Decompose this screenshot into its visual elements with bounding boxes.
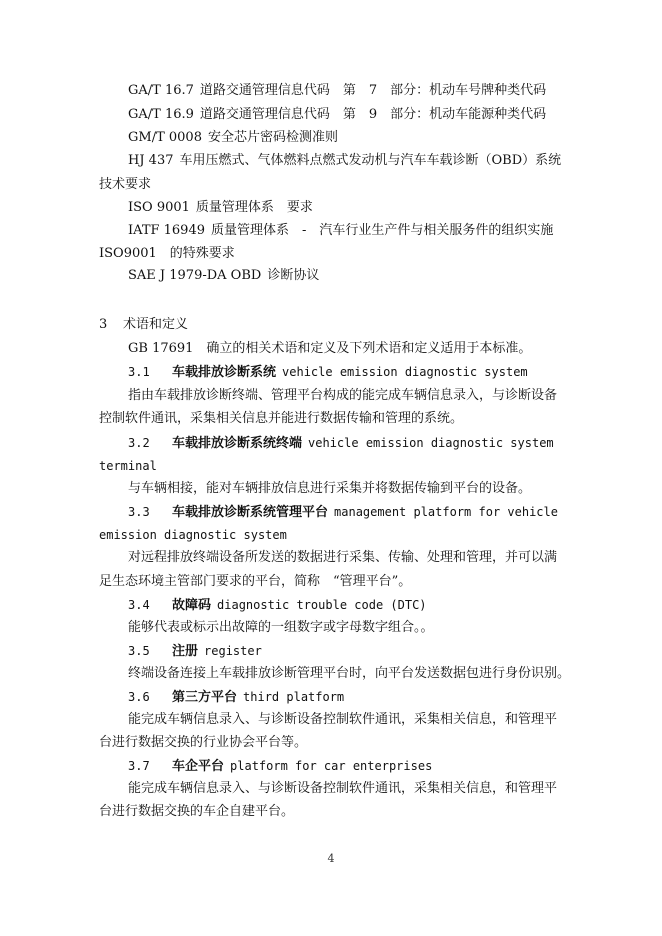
- section-number: 3: [99, 317, 108, 332]
- page-number: 4: [327, 852, 335, 865]
- reference-code: SAE J 1979-DA OBD: [128, 268, 262, 283]
- term-chinese: 车企平台: [172, 759, 225, 774]
- term-english: platform for car enterprises: [230, 759, 433, 773]
- term-number: 3.7: [128, 759, 150, 773]
- reference-title: 道路交通管理信息代码 第 7 部分：机动车号牌种类代码: [199, 83, 547, 98]
- term-english: vehicle emission diagnostic system: [282, 365, 528, 379]
- reference-title: 质量管理体系 要求: [195, 200, 313, 215]
- reference-item: [128, 222, 553, 240]
- reference-title: 质量管理体系 - 汽车行业生产件与相关服务件的组织实施: [211, 223, 554, 238]
- term-definition: 对远程排放终端设备所发送的数据进行采集、传输、处理和管理，并可以满: [128, 550, 558, 565]
- term-number: 3.2: [128, 436, 150, 450]
- reference-code: HJ 437: [128, 153, 174, 168]
- term-number: 3.6: [128, 690, 150, 704]
- section-heading: [99, 316, 188, 334]
- reference-item: [128, 152, 561, 170]
- reference-continuation: ISO9001 的特殊要求: [99, 246, 235, 261]
- term-definition: 能够代表或标示出故障的一组数字或字母数字组合。。: [128, 620, 434, 635]
- term-definition-cont: 台进行数据交换的行业协会平台等。: [99, 735, 308, 750]
- section-title: 术语和定义: [123, 317, 189, 332]
- reference-code: IATF 16949: [128, 223, 205, 238]
- term-english-cont: terminal: [99, 459, 157, 473]
- reference-code: GM/T 0008: [128, 130, 202, 145]
- term-number: 3.3: [128, 505, 150, 519]
- term-heading: [128, 363, 528, 382]
- term-english-cont: emission diagnostic system: [99, 528, 287, 542]
- term-heading: [128, 642, 262, 661]
- section-intro: GB 17691 确立的相关术语和定义及下列术语和定义适用于本标准。: [128, 341, 532, 356]
- reference-title: 诊断协议: [267, 268, 320, 283]
- term-number: 3.1: [128, 365, 150, 379]
- reference-item: [128, 106, 546, 124]
- reference-item: [128, 82, 546, 100]
- term-definition: 与车辆相接，能对车辆排放信息进行采集并将数据传输到平台的设备。: [128, 481, 532, 496]
- term-chinese: 车载排放诊断系统管理平台: [172, 505, 329, 520]
- term-number: 3.4: [128, 598, 150, 612]
- term-definition: 指由车载排放诊断终端、管理平台构成的能完成车辆信息录入，与诊断设备: [128, 388, 558, 403]
- reference-continuation: 技术要求: [99, 177, 152, 192]
- term-english: diagnostic trouble code (DTC): [217, 598, 427, 612]
- reference-title: 车用压燃式、气体燃料点燃式发动机与汽车车载诊断（OBD）系统: [179, 153, 562, 168]
- term-heading: [128, 503, 558, 522]
- term-english: management platform for vehicle: [334, 505, 558, 519]
- term-heading: [128, 688, 344, 707]
- term-definition-cont: 足生态环境主管部门要求的平台，简称 “管理平台”。: [99, 574, 412, 589]
- reference-item: [128, 129, 338, 147]
- term-english: third platform: [243, 690, 345, 704]
- term-number: 3.5: [128, 644, 150, 658]
- term-chinese: 第三方平台: [172, 690, 238, 705]
- term-definition-cont: 台进行数据交换的车企自建平台。: [99, 804, 295, 819]
- reference-item: [128, 267, 319, 285]
- term-heading: [128, 757, 432, 776]
- reference-item: [128, 199, 313, 217]
- term-chinese: 车载排放诊断系统: [172, 365, 277, 380]
- term-heading: [128, 434, 554, 453]
- term-definition-cont: 控制软件通讯，采集相关信息并能进行数据传输和管理的系统。: [99, 411, 464, 426]
- term-chinese: 故障码: [172, 598, 212, 613]
- reference-code: GA/T 16.7: [128, 83, 194, 98]
- term-definition: 终端设备连接上车载排放诊断管理平台时，向平台发送数据包进行身份识别。: [128, 666, 571, 681]
- term-definition: 能完成车辆信息录入、与诊断设备控制软件通讯，采集相关信息，和管理平: [128, 712, 558, 727]
- term-chinese: 车载排放诊断系统终端: [172, 436, 303, 451]
- term-chinese: 注册: [172, 644, 199, 659]
- term-heading: [128, 596, 427, 615]
- term-english: vehicle emission diagnostic system: [308, 436, 554, 450]
- reference-title: 安全芯片密码检测准则: [207, 130, 338, 145]
- term-definition: 能完成车辆信息录入、与诊断设备控制软件通讯，采集相关信息，和管理平: [128, 781, 558, 796]
- reference-code: GA/T 16.9: [128, 107, 194, 122]
- reference-title: 道路交通管理信息代码 第 9 部分：机动车能源种类代码: [199, 107, 547, 122]
- term-english: register: [204, 644, 262, 658]
- reference-code: ISO 9001: [128, 200, 190, 215]
